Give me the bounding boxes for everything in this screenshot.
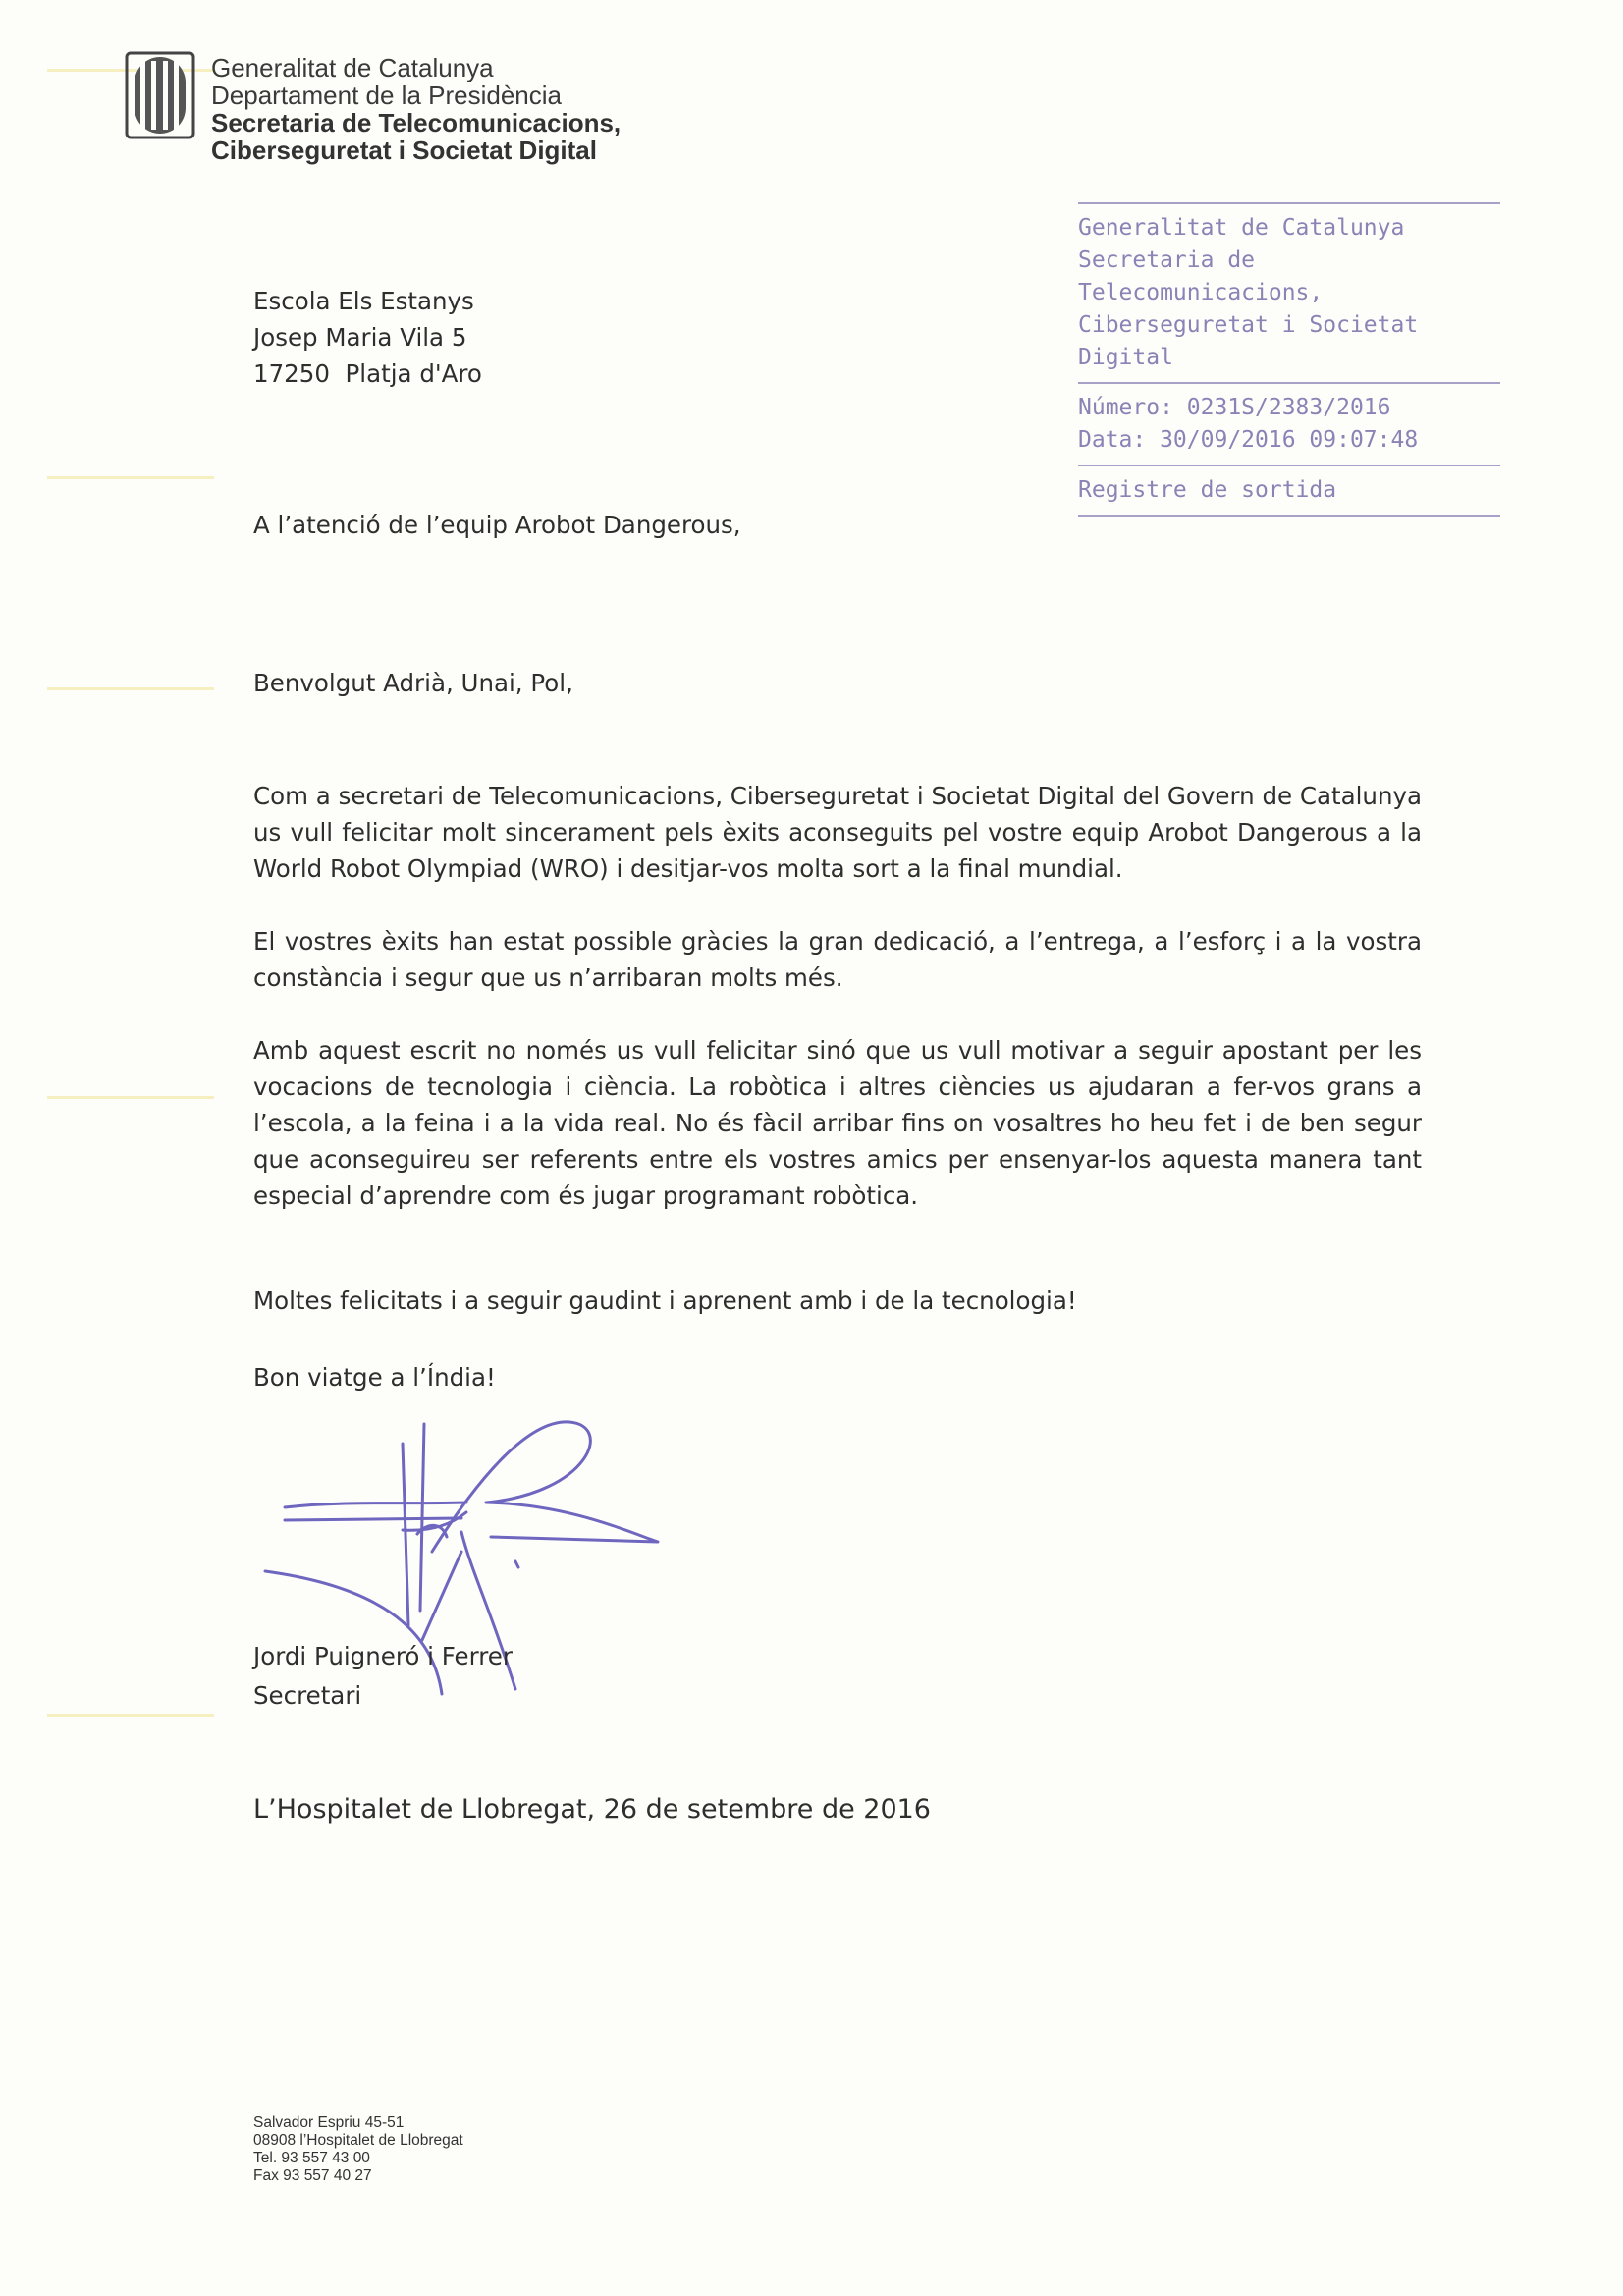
footer-line3: Tel. 93 557 43 00 [253, 2150, 370, 2166]
recipient-line2: Josep Maria Vila 5 [253, 323, 467, 352]
recipient-address [253, 283, 482, 392]
registration-stamp [1078, 196, 1500, 522]
stamp-line3: Ciberseguretat i Societat Digital [1078, 312, 1419, 370]
signer-block [253, 1637, 513, 1716]
letterhead-line4: Ciberseguretat i Societat Digital [211, 136, 597, 165]
letterhead-line2: Departament de la Presidència [211, 81, 562, 110]
footer-line4: Fax 93 557 40 27 [253, 2167, 372, 2184]
footer-line2: 08908 l’Hospitalet de Llobregat [253, 2132, 463, 2149]
stamp-rule [1078, 515, 1500, 517]
stamp-rule [1078, 382, 1500, 384]
stamp-numero: Número: 0231S/2383/2016 [1078, 395, 1391, 420]
margin-mark [47, 1096, 214, 1099]
farewell-line: Bon viatge a l’Índia! [253, 1363, 496, 1392]
place-date: L’Hospitalet de Llobregat, 26 de setembre de 2016 [253, 1794, 931, 1825]
greeting: Benvolgut Adrià, Unai, Pol, [253, 669, 573, 697]
stamp-line2: Secretaria de Telecomunicacions, [1078, 247, 1324, 305]
signer-title: Secretari [253, 1681, 362, 1710]
recipient-line1: Escola Els Estanys [253, 287, 474, 315]
margin-mark [47, 1714, 214, 1717]
margin-mark [47, 476, 214, 479]
letterhead-line3: Secretaria de Telecomunicacions, [211, 108, 622, 137]
closing-line: Moltes felicitats i a seguir gaudint i aprenent amb i de la tecnologia! [253, 1286, 1077, 1315]
paragraph: Amb aquest escrit no només us vull felicitar sinó que us vull motivar a seguir apostant per les vocacions de tecnologia i ciència. La robòtica i altres ciències us ajudaran a fer-vos grans a l’escola, a la feina i a la vida real. No és fàcil arribar fins on vosaltres ho heu fet i de ben segur que aconseguireu ser referents entre els vostres amics per ensenyar-los aquesta manera tant especial d’aprendre com és jugar programant robòtica. [253, 1036, 1422, 1210]
generalitat-shield-icon [125, 51, 195, 139]
recipient-line3: 17250 Platja d'Aro [253, 359, 482, 388]
stamp-rule [1078, 202, 1500, 204]
stamp-registre: Registre de sortida [1078, 477, 1337, 503]
letter-body [253, 778, 1422, 1250]
stamp-data: Data: 30/09/2016 09:07:48 [1078, 427, 1419, 453]
paragraph: Com a secretari de Telecomunicacions, Ciberseguretat i Societat Digital del Govern de Catalunya us vull felicitar molt sincerament pels èxits aconseguits pel vostre equip Arobot Dangerous a la World Robot Olympiad (WRO) i desitjar-vos molta sort a la final mundial. [253, 782, 1422, 883]
paragraph: El vostres èxits han estat possible gràcies la gran dedicació, a l’entrega, a l’esforç i a la vostra constància i segur que us n’arribaran molts més. [253, 927, 1422, 992]
letterhead-line1: Generalitat de Catalunya [211, 53, 494, 82]
attention-line: A l’atenció de l’equip Arobot Dangerous, [253, 511, 741, 539]
footer-line1: Salvador Espriu 45-51 [253, 2114, 405, 2131]
stamp-rule [1078, 465, 1500, 466]
letterhead [211, 54, 621, 164]
stamp-line1: Generalitat de Catalunya [1078, 215, 1405, 241]
footer-address [253, 2114, 463, 2185]
margin-mark [47, 687, 214, 690]
signer-name: Jordi Puigneró i Ferrer [253, 1642, 513, 1670]
